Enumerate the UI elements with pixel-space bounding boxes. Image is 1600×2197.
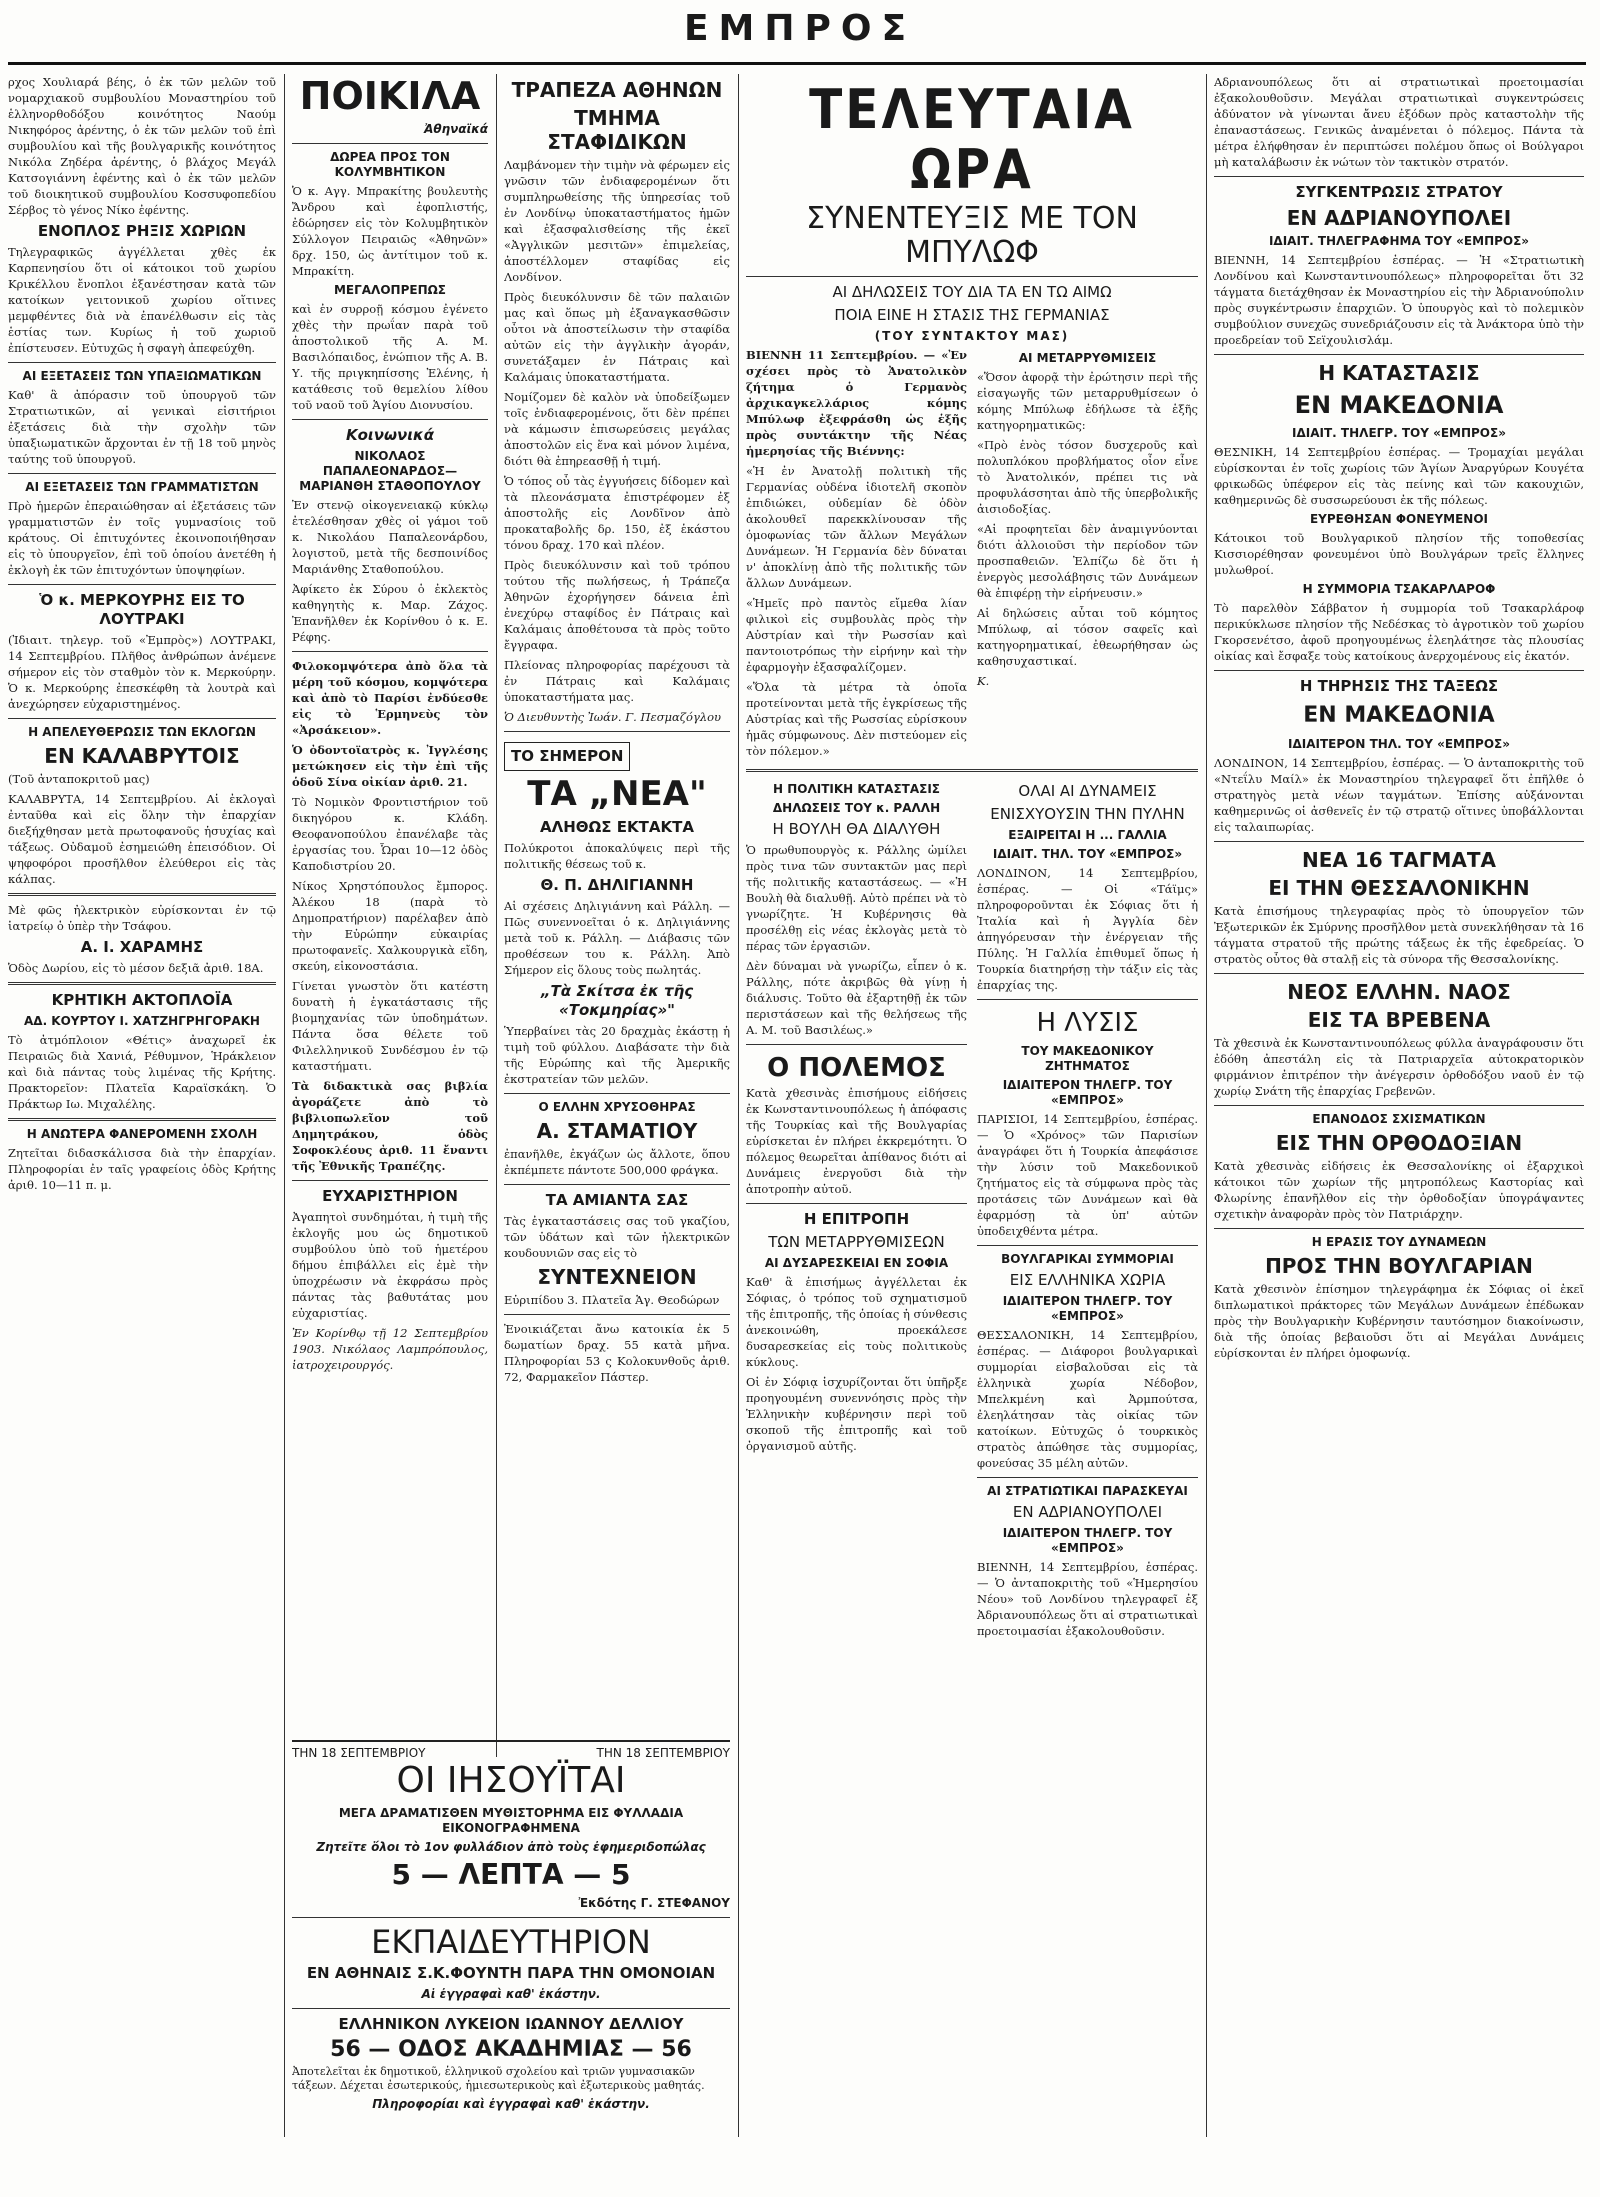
article-text: Ἐν στενῷ οἰκογενειακῷ κύκλῳ ἐτελέσθησαν χθὲς οἱ γάμοι τοῦ κ. Νικολάου Παπαλεονάρδου, λογιστοῦ, μετὰ τῆς δεσποινίδος Μαριάνθης Σταθοπούλου. bbox=[292, 498, 488, 576]
divider bbox=[292, 143, 488, 144]
column-3 bbox=[504, 74, 730, 1724]
article-text: ΘΕΣΝΙΚΗ, 14 Σεπτεμβρίου ἑσπέρας. — Τρομαχίαι μεγάλαι εὑρίσκονται ἐν τοῖς χωρίοις τῶν Ἁγίων Ἀναργύρων Κουγέτα φρικωδῶς ὑπέφερον εἰς τὰς πείνης καὶ τῶν κακουχιῶν, καθημερινῶς δὲ συσσωρεύουσι ἐκ τῆς πόλεως. bbox=[1214, 445, 1584, 507]
article-subheading: Η ΒΟΥΛΗ ΘΑ ΔΙΑΛΥΘΗ bbox=[772, 820, 941, 838]
article-text: Ὁ ὀδοντοϊατρὸς κ. Ἰγγλέσης μετώκησεν εἰς τὴν ἐπὶ τῆς ὁδοῦ Σίνα οἰκίαν ἀριθ. 21. bbox=[292, 743, 488, 789]
article-text: Ὁ κ. Αγγ. Μπρακίτης βουλευτὴς Ἄνδρου καὶ ἐφοπλιστής, ἐδώρησεν εἰς τὸν Κολυμβητικὸν Σύλλογον Πειραιῶς «Ἀθηνῶν» δρχ. 150, ὡς ἀντίτιμον τοῦ κ. Μπρακίτη. bbox=[292, 184, 488, 278]
article-subheading: ΕΙ ΤΗΝ ΘΕΣΣΑΛΟΝΙΚΗΝ bbox=[1268, 876, 1530, 900]
article-subheading: ΕΝΙΣΧΥΟΥΣΙΝ ΤΗΝ ΠΥΛΗΝ bbox=[990, 805, 1185, 823]
article-text: Κατὰ χθεσινὸν ἐπίσημον τηλεγράφημα ἐκ Σόφιας οἱ ἐκεῖ διπλωματικοὶ πράκτορες τῶν Μεγάλων Δυνάμεων ἐπέδωκαν πρὸς τὴν Βουλγαρικὴν Κυβέρνησιν ταυτόσημον διακοίνωσιν, διὰ τῆς ὁποίας βεβαιοῦσι ὅτι αἱ Μεγάλαι Δυνάμεις εὑρίσκονται ἐν πλήρει ὁμοφωνίᾳ. bbox=[1214, 1282, 1584, 1360]
divider bbox=[292, 419, 488, 420]
article-text: «Ἡμεῖς πρὸ παντὸς εἴμεθα λίαν φιλικοὶ εἰς συμβουλὰς πρὸς τὴν Αὐστρίαν καὶ τὴν Ρωσσίαν καὶ παντοιοτρόπως τὴν εἰρήνην καὶ τὴν ἐφαρμογὴν ἐξασφαλίζομεν. bbox=[746, 596, 967, 674]
article-text: «Ἡ ἐν Ἀνατολῇ πολιτικὴ τῆς Γερμανίας οὐδένα ἰδιοτελῆ σκοπὸν ἐπιδιώκει, οὐδεμίαν δὲ ὁδὸν ἀκολουθεῖ παρεκκλίνουσαν τῆς ὁμοφωνίας τῶν ἄλλων Μεγάλων Δυνάμεων. Ἡ Γερμανία δὲν δύναται ν' ἀποκλίνῃ ἀπὸ τῆς πολιτικῆς τῶν ἄλλων Δυνάμεων. bbox=[746, 464, 967, 590]
divider bbox=[8, 718, 276, 719]
ad-address: 56 — ΟΔΟΣ ΑΚΑΔΗΜΙΑΣ — 56 bbox=[330, 2037, 692, 2062]
article-text: Καθ' ἃ ἐπισήμως ἀγγέλλεται ἐκ Σόφιας, ὁ τρόπος τοῦ σχηματισμοῦ τῆς ἐπιτροπῆς, τῆς ὁποίας ἡ σύνθεσις ἀνεκοινώθη, προεκάλεσε δυσαρεσκείας εἰς τοὺς πολιτικοὺς κύκλους. bbox=[746, 1275, 968, 1369]
ad-heading: ΤΑ ΑΜΙΑΝΤΑ ΣΑΣ bbox=[545, 1191, 689, 1209]
divider bbox=[8, 1118, 276, 1121]
ad-text: Μὲ φῶς ἠλεκτρικὸν εὐρίσκονται ἐν τῷ ἰατρείῳ ὁ ὑπὲρ τὴν Τσάφου. bbox=[8, 903, 276, 933]
article-subheading: ΕΝ ΑΔΡΙΑΝΟΥΠΟΛΕΙ bbox=[1012, 1503, 1163, 1521]
article-byline: (ΤΟΥ ΣΥΝΤΑΚΤΟΥ ΜΑΣ) bbox=[874, 329, 1070, 343]
ad-text: Ζητεῖται διδασκάλισσα διὰ τὴν ἐπαρχίαν. Πληροφορίαι ἐν ταῖς γραφείοις ὁδὸς Κρήτης ἀριθ. 10—11 π. μ. bbox=[8, 1146, 276, 1192]
ad-text: Αἱ ἐγγραφαὶ καθ' ἑκάστην. bbox=[421, 1987, 601, 2001]
article-text: (Ἰδιαιτ. τηλεγρ. τοῦ «Ἐμπρὸς») ΛΟΥΤΡΑΚΙ, 14 Σεπτεμβρίου. Πλῆθος ἀνθρώπων ἀνέμενε σήμερον εἰς τὸν σταθμὸν τὸν κ. Μερκούρην. Ὁ κ. Μερκούρης ἐπεσκέφθη τὰ λουτρὰ καὶ ἀνεχώρησεν εὐχαριστημένος. bbox=[8, 633, 276, 711]
column-divider bbox=[1206, 74, 1207, 2137]
article-text: ΛΟΝΔΙΝΟΝ, 14 Σεπτεμβρίου, ἑσπέρας. — Ὁ ἀνταποκριτὴς τοῦ «Ντεΐλυ Μαίλ» ἐκ Μοναστηρίου τηλεγραφεῖ ὅτι ἐπῆλθε ὁ στρατηγὸς μετὰ νέων ταγμάτων. Ἐπίσης αὐξάνονται καθημερινῶς οἱ ἀσθενεῖς ἐν τῷ στρατῷ οἵτινες ὑποβάλλονται εἰς ταλαιπωρίας. bbox=[1214, 756, 1584, 834]
article-subheading: ΕΞΑΙΡΕΙΤΑΙ Η ... ΓΑΛΛΙΑ bbox=[1008, 828, 1167, 842]
article-text: Αἱ δηλώσεις αὗται τοῦ κόμητος Μπύλωφ, αἱ τόσον σαφεῖς καὶ κατηγορηματικαί, ἐθεωρήθησαν ὡς καθησυχαστικαί. bbox=[977, 606, 1198, 668]
article-subheading: ΙΔΙΑΙΤΕΡΟΝ ΤΗΛΕΓΡ. ΤΟΥ «ΕΜΠΡΟΣ» bbox=[1002, 1526, 1173, 1555]
divider bbox=[746, 1203, 967, 1204]
ad-text: Ζητεῖτε ὅλοι τὸ 1ον φυλλάδιον ἀπὸ τοὺς ἐφημεριδοπώλας bbox=[316, 1840, 706, 1854]
ad-text: Πολύκροτοι ἀποκαλύψεις περὶ τῆς πολιτικῆς θέσεως τοῦ κ. bbox=[504, 841, 730, 871]
column-5 bbox=[1214, 74, 1584, 2134]
section-subheading: ΤΜΗΜΑ ΣΤΑΦΙΔΙΚΩΝ bbox=[547, 106, 687, 154]
article-text: Ὁ πρωθυπουργὸς κ. Ράλλης ὡμίλει πρὸς τινα τῶν συντακτῶν μας περὶ τῆς πολιτικῆς καταστάσεως. — «Ἡ Βουλὴ θὰ διαλυθῇ. Αὐτὸ πρέπει νὰ τὸ γνωρίζητε. Ἡ Κυβέρνησις θὰ προσέλθῃ εἰς νέας ἐκλογὰς μετὰ τὸ πέρας τῶν ἐργασιῶν. bbox=[746, 843, 967, 953]
article-heading: ΕΝΟΠΛΟΣ ΡΗΞΙΣ ΧΩΡΙΩΝ bbox=[37, 222, 247, 240]
article-text: Τὸ Νομικὸν Φροντιστήριον τοῦ δικηγόρου κ. Κλάδη. Θεοφανοπούλου ἐπανέλαβε τὰς ἐργασίας του. Ὧραι 10—12 ὁδὸς Καποδιστρίου 20. bbox=[292, 795, 488, 873]
divider bbox=[1214, 354, 1584, 355]
ad-heading: Θ. Π. ΔΗΛΙΓΙΑΝΝΗ bbox=[540, 876, 694, 894]
divider bbox=[292, 651, 488, 652]
article-subheading: ΔΗΛΩΣΕΙΣ ΤΟΥ κ. ΡΑΛΛΗ bbox=[772, 801, 941, 815]
article-heading: ΝΕΟΣ ΕΛΛΗΝ. ΝΑΟΣ bbox=[1287, 980, 1511, 1004]
divider bbox=[8, 362, 276, 363]
divider bbox=[1214, 1105, 1584, 1106]
ad-subtitle: ΕΝ ΑΘΗΝΑΙΣ Σ.Κ.ΦΟΥΝΤΗ ΠΑΡΑ ΤΗΝ ΟΜΟΝΟΙΑΝ bbox=[306, 1964, 716, 1982]
article-subheading: ΕΙΣ ΤΑ ΒΡΕΒΕΝΑ bbox=[1307, 1008, 1491, 1032]
article-heading: ΒΟΥΛΓΑΡΙΚΑΙ ΣΥΜΜΟΡΙΑΙ bbox=[1001, 1252, 1174, 1266]
divider bbox=[1214, 1228, 1584, 1229]
article-heading: ΕΠΑΝΟΔΟΣ ΣΧΙΣΜΑΤΙΚΩΝ bbox=[1312, 1112, 1486, 1126]
article-subheading: ΙΔΙΑΙΤ. ΤΗΛ. ΤΟΥ «ΕΜΠΡΟΣ» bbox=[992, 847, 1183, 861]
column-2 bbox=[292, 74, 488, 1724]
article-text: Φιλοκομψότερα ἀπὸ ὅλα τὰ μέρη τοῦ κόσμου, κομψότερα καὶ ἀπὸ τὸ Παρίσι ἐνδύεσθε εἰς τὸ Ἑρμηνεὺς τὸν «Ἀρσάκειον». bbox=[292, 659, 488, 737]
newspaper-title: ΕΜΠΡΟΣ bbox=[683, 8, 917, 49]
ad-heading: Ο ΕΛΛΗΝ ΧΡΥΣΟΘΗΡΑΣ bbox=[538, 1100, 696, 1114]
article-signature: Ἐν Κορίνθῳ τῇ 12 Σεπτεμβρίου 1903. Νικόλαος Λαμπρόπουλος, ἰατροχειρουργός. bbox=[292, 1326, 488, 1372]
article-text: ρχος Χουλιαρά βέης, ὁ ἐκ τῶν μελῶν τοῦ νομαρχιακοῦ συμβουλίου Μοναστηρίου τοῦ ἑλληνορθοδόξου κοινότητος Ναούμ Νικηφόρος ἀρέντης, ὁ ἐκ τῶν μελῶν τοῦ ἐπὶ συμβουλίου καὶ τῆς βουλγαρικῆς κοινότητος Νικόλα Ζηδέρα ἀρέντης, ὁ βλάχος Μεγάλ Κατσογιάννη ἐφέντης καὶ ὁ ἐκ τῶν μελῶν τοῦ διοικητικοῦ συμβουλίου Κοσσυφοπεδίου Σέρβος τὸ γένος Νίκο ἐφέντης. bbox=[8, 75, 276, 217]
article-subheading: ΙΔΙΑΙΤΕΡΟΝ ΤΗΛ. ΤΟΥ «ΕΜΠΡΟΣ» bbox=[1288, 737, 1510, 751]
ad-text: Ὁδὸς Δωρίου, εἰς τὸ μέσον δεξιᾶ ἀριθ. 18Α. bbox=[8, 961, 264, 975]
article-heading: ΑΙ ΕΞΕΤΑΣΕΙΣ ΤΩΝ ΓΡΑΜΜΑΤΙΣΤΩΝ bbox=[25, 480, 259, 494]
section-heading: ΤΡΑΠΕΖΑ ΑΘΗΝΩΝ bbox=[511, 78, 723, 102]
divider bbox=[292, 2008, 730, 2009]
article-subheading: ΕΙΣ ΤΗΝ ΟΡΘΟΔΟΞΙΑΝ bbox=[1275, 1131, 1523, 1155]
headline-deck: ΑΙ ΔΗΛΩΣΕΙΣ ΤΟΥ ΔΙΑ ΤΑ ΕΝ ΤΩ ΑΙΜΩ bbox=[832, 283, 1112, 301]
article-text: Αδριανουπόλεως ὅτι αἱ στρατιωτικαὶ προετοιμασίαι ἐξακολουθοῦσιν. Μεγάλαι στρατιωτικαὶ συγκεντρώσεις ἀδύνατον νὰ γίνωνται ἄνευ ἐξόδων πρὸς καταστολὴν τῆς ἐπαναστάσεως. Γενικῶς ἀναμένεται ὁ πόλεμος. Πάντα τὰ μέτρα ἐλήφθησαν ἐν περιπτώσει πολέμου ὅπως οἱ Βούλγαροι μὴ καταλάβωσιν ἐκ νώτων τὸν τακτικὸν στρατόν. bbox=[1214, 75, 1584, 169]
article-heading: Κοινωνικά bbox=[345, 426, 435, 444]
divider bbox=[1214, 176, 1584, 177]
article-text: ΠΑΡΙΣΙΟΙ, 14 Σεπτεμβρίου, ἑσπέρας. — Ὁ «Χρόνος» τῶν Παρισίων ἀναγράφει ὅτι ἡ Τουρκία ἀπεφάσισε τὴν λύσιν τοῦ Μακεδονικοῦ ζητήματος εἰς τὰ σύμφωνα πρὸς τὰς προτάσεις τῶν Δυνάμεων καὶ θὰ ἐφαρμόσῃ τὰ ὑπ' αὐτῶν ὑποδειχθέντα μέτρα. bbox=[977, 1112, 1198, 1238]
article-text: Τὸ παρελθὸν Σάββατον ἡ συμμορία τοῦ Τσακαρλάροφ περικύκλωσε πλησίον τῆς Νεδέσκας τὸ ἀγροτικὸν τοῦ χωρίου Γκορσενέτσο, ἀφοῦ προηγουμένως ἐλεηλάτησε τὰς πλουσίας οἰκίας καὶ ἔσφαξε τοὺς κατοίκους ἀνερχομένους εἰς ἑκατόν. bbox=[1214, 601, 1584, 663]
article-subheading: ΙΔΙΑΙΤΕΡΟΝ ΤΗΛΕΓΡ. ΤΟΥ «ΕΜΠΡΟΣ» bbox=[1002, 1294, 1173, 1323]
article-heading: Η ΛΥΣΙΣ bbox=[1036, 1008, 1139, 1038]
ad-title: ΕΛΛΗΝΙΚΟΝ ΛΥΚΕΙΟΝ ΙΩΑΝΝΟΥ ΔΕΛΛΙΟΥ bbox=[338, 2015, 684, 2033]
article-text: «Ὅσον ἀφορᾷ τὴν ἐρώτησιν περὶ τῆς εἰσαγωγῆς τῶν μεταρρυθμίσεων ὁ κόμης Μπύλωφ ἐδήλωσε τὰ ἑξῆς κατηγορηματικῶς: bbox=[977, 370, 1198, 432]
ad-date: ΤΗΝ 18 ΣΕΠΤΕΜΒΡΙΟΥ bbox=[596, 1746, 730, 1760]
article-text: Κατὰ χθεσινὰς ἐπισήμους εἰδήσεις ἐκ Κωνσταντινουπόλεως ἡ ἀπόφασις τῆς Τουρκίας καὶ τῆς Βουλγαρίας εὑρίσκεται ἐν πλήρει ἐκκρεμότητι. Ὁ πόλεμος θεωρεῖται ἀπίθανος διότι αἱ Δυνάμεις ἐνεργοῦσι διὰ τὴν ἀποτροπὴν αὐτοῦ. bbox=[746, 1086, 967, 1196]
article-text: ΚΑΛΑΒΡΥΤΑ, 14 Σεπτεμβρίου. Αἱ ἐκλογαὶ ἐνταῦθα καὶ εἰς ὅλην τὴν ἐπαρχίαν διεξήχθησαν μετὰ πρωτοφανοῦς ἡσυχίας καὶ τάξεως. Οὐδαμοῦ ἐσημειώθη ἐπεισόδιον. Οἱ ψηφοφόροι προσῆλθον ἐλεύθεροι εἰς τὰς κάλπας. bbox=[8, 792, 276, 886]
divider bbox=[504, 1314, 730, 1315]
article-text: Γίνεται γνωστὸν ὅτι κατέστη δυνατὴ ἡ ἐγκατάστασις τῆς βιομηχανίας τῶν ὑποδημάτων. Πάντα ὅσα θέλετε τοῦ Φιλελληνικοῦ Συνδέσμου ἐν τῷ καταστήματι. bbox=[292, 979, 488, 1073]
article-text: Οἱ ἐν Σόφιᾳ ἰσχυρίζονται ὅτι ὑπῆρξε προηγουμένη συνεννόησις πρὸς τὴν Ἑλληνικὴν κυβέρνησιν περὶ τοῦ σκοποῦ τῆς ἐπιτροπῆς καὶ τοῦ ὀργανισμοῦ αὐτῆς. bbox=[746, 1375, 967, 1453]
article-subheading: ΑΙ ΔΥΣΑΡΕΣΚΕΙΑΙ ΕΝ ΣΟΦΙΑ bbox=[764, 1256, 949, 1270]
article-heading: Η ΣΥΜΜΟΡΙΑ ΤΣΑΚΑΡΛΑΡΟΦ bbox=[1302, 582, 1496, 596]
section-subheading: Ἀθηναϊκά bbox=[424, 122, 488, 136]
article-text: Κάτοικοι τοῦ Βουλγαρικοῦ πλησίον τῆς τοποθεσίας Κισσιορέθησαν φονευμένοι ὑπὸ Βουλγάρων τρεῖς ἕλληνες μυλωθροί. bbox=[1214, 531, 1584, 577]
ad-publisher: Ἐκδότης Γ. ΣΤΕΦΑΝΟΥ bbox=[578, 1896, 730, 1910]
article-heading: ΑΙ ΜΕΤΑΡΡΥΘΜΙΣΕΙΣ bbox=[1018, 351, 1157, 365]
article-text: Τὰ χθεσινὰ ἐκ Κωνσταντινουπόλεως φύλλα ἀναγράφουσιν ὅτι ἐδόθη ἀπεστάλη εἰς τὰ Πατριαρχεῖα αὐτοκρατορικὸν φιρμάνιον ἐπιτρέπον τὴν ἀνέγερσιν ὀρθοδόξου ναοῦ ἐν τῷ χωρίῳ Σνάτη τῆς ἐπαρχίας Γρεβενῶν. bbox=[1214, 1036, 1584, 1098]
ad-text: Εὐριπίδου 3. Πλατεῖα Ἁγ. Θεοδώρων bbox=[504, 1293, 720, 1307]
article-subheading: ΕΙΣ ΕΛΛΗΝΙΚΑ ΧΩΡΙΑ bbox=[1009, 1271, 1166, 1289]
article-heading: Ο ΠΟΛΕΜΟΣ bbox=[767, 1053, 946, 1083]
divider bbox=[292, 1917, 730, 1918]
article-text: Λαμβάνομεν τὴν τιμὴν νὰ φέρωμεν εἰς γνῶσιν τῶν ἐνδιαφερομένων ὅτι συμπληρωθείσης τῆς ὑπηρεσίας τοῦ ἐν Λονδίνῳ ὑποκαταστήματος ἡμῶν καὶ ἐξασφαλισθείσης τῆς ἐκεῖ «Ἀγγλικῶν μεσιτῶν» ἐπιμελείας, ἀποστέλλομεν σταφίδας εἰς Λονδίνον. bbox=[504, 158, 730, 284]
column-divider bbox=[496, 74, 497, 1757]
divider bbox=[1214, 670, 1584, 671]
ad-price: 5 — ΛΕΠΤΑ — 5 bbox=[391, 1858, 631, 1891]
article-heading: Ὁ κ. ΜΕΡΚΟΥΡΗΣ ΕΙΣ ΤΟ ΛΟΥΤΡΑΚΙ bbox=[39, 591, 245, 628]
article-subheading: ΕΝ ΑΔΡΙΑΝΟΥΠΟΛΕΙ bbox=[1286, 206, 1512, 230]
article-subheading: ΙΔΙΑΙΤΕΡΟΝ ΤΗΛΕΓΡ. ΤΟΥ «ΕΜΠΡΟΣ» bbox=[1002, 1078, 1173, 1107]
headline-deck: ΠΟΙΑ ΕΙΝΕ Η ΣΤΑΣΙΣ ΤΗΣ ΓΕΡΜΑΝΙΑΣ bbox=[834, 306, 1110, 324]
divider bbox=[746, 276, 1198, 277]
article-text: «Αἱ προφητεῖαι δὲν ἀναμιγνύονται διότι ἀλλοιοῦσι τὴν περίοδον τῶν προσπαθειῶν. Ἐλπίζω δὲ ὅτι ἡ ἐνεργὸς μεσολάβησις τῶν Δυνάμεων θὰ ἐπιφέρῃ τὴν εἰρήνευσιν.» bbox=[977, 522, 1198, 600]
divider bbox=[977, 999, 1198, 1000]
headline: ΤΕΛΕΥΤΑΙΑ ΩΡΑ bbox=[809, 78, 1135, 201]
ad-title: ΟΙ ΙΗΣΟΥΪΤΑΙ bbox=[396, 1760, 626, 1801]
article-text: ΛΟΝΔΙΝΟΝ, 14 Σεπτεμβρίου, ἑσπέρας. — Οἱ «Τάϊμς» πληροφοροῦνται ἐκ Σόφιας ὅτι ἡ Ἰταλία καὶ ἡ Ἀγγλία δὲν ἀπηγόρευσαν τὴν ἐνέργειαν τῆς Πύλης. Ἡ Γαλλία ἐπιθυμεῖ ὅπως ἡ Τουρκία διατηρήσῃ τὴν τάξιν εἰς τὰς ἐπαρχίας της. bbox=[977, 866, 1198, 992]
article-text: Δὲν δύναμαι νὰ γνωρίζω, εἶπεν ὁ κ. Ράλλης, πότε ἀκριβῶς θὰ γίνῃ ἡ διάλυσις. Τοῦτο θὰ ἐξαρτηθῇ ἐκ τῶν περιστάσεων καὶ τῆς θελήσεως τῆς Α. Μ. τοῦ Βασιλέως.» bbox=[746, 959, 967, 1037]
article-heading: Η ΑΠΕΛΕΥΘΕΡΩΣΙΣ ΤΩΝ ΕΚΛΟΓΩΝ bbox=[28, 725, 256, 739]
article-heading: ΑΙ ΣΤΡΑΤΙΩΤΙΚΑΙ ΠΑΡΑΣΚΕΥΑΙ bbox=[987, 1484, 1188, 1498]
article-text: ΒΙΕΝΝΗ 11 Σεπτεμβρίου. — «Ἐν σχέσει πρὸς τὸ Ἀνατολικὸν ζήτημα ὁ Γερμανὸς ἀρχικαγκελλάριος κόμης Μπύλωφ ἐξεφράσθη ὡς ἑξῆς πρὸς συντάκτην τῆς Νέας ἡμερησίας τῆς Βιέννης: bbox=[746, 348, 967, 458]
ad-title: ΕΚΠΑΙΔΕΥΤΗΡΙΟΝ bbox=[371, 1923, 651, 1961]
divider bbox=[292, 1180, 488, 1181]
section-heading: ΠΟΙΚΙΛΑ bbox=[299, 74, 481, 118]
article-text: Πρὸ ἡμερῶν ἐπεραιώθησαν αἱ ἐξετάσεις τῶν γραμματιστῶν ἐν τοῖς γυμνασίοις τοῦ κράτους. Οἱ ἐπιτυχόντες ἐκοινοποιήθησαν εἰς τὸ ὑπουργεῖον, ἐπὶ τοῦ ὁποίου ἀνετέθη ἡ ἐκλογὴ ἐκ τῶν ἐπιτυχόντων ὑποψηφίων. bbox=[8, 499, 276, 577]
column-4 bbox=[746, 74, 1198, 2134]
divider bbox=[504, 1184, 730, 1185]
article-text: Νίκος Χρηστόπουλος ἔμπορος. Ἀλέκου 18 (παρὰ τὸ Δημοπρατήριον) παρέλαβεν ἀπὸ τὴν Εὐρώπην εὐκαιρίας πρωτοφανεῖς. Χαλκουργικὰ εἴδη, σκεύη, εἰκονοστάσια. bbox=[292, 879, 488, 973]
section-heading: ΤΟ ΣΗΜΕΡΟΝ bbox=[504, 742, 630, 771]
divider bbox=[977, 1245, 1198, 1246]
ad-subheading: ΑΔ. ΚΟΥΡΤΟΥ Ι. ΧΑΤΖΗΓΡΗΓΟΡΑΚΗ bbox=[24, 1014, 260, 1028]
article-text: ΒΙΕΝΝΗ, 14 Σεπτεμβρίου ἑσπέρας. — Ἡ «Στρατιωτικὴ Λονδίνου καὶ Κωνσταντινουπόλεως» πληροφορεῖται ὅτι 32 τάγματα διετάχθησαν ἐκ Μοναστηρίου εἰς τὴν Ἀδριανούπολιν πρὸς συγκέντρωσιν ἐπαρχιῶν. Ὁ ὑπουργὸς καὶ τὸ πολεμικὸν συμβούλιον συνεχῶς συνεδριάζουσιν εἰς τὰ Ἀνάκτορα ὑπὸ τὴν προεδρείαν τοῦ Σεϊχουλισλάμ. bbox=[1214, 253, 1584, 347]
ad-heading: ΤΑ „ΝΕΑ" bbox=[527, 774, 707, 814]
column-divider bbox=[738, 74, 739, 2137]
bottom-ads-block bbox=[292, 1740, 730, 2142]
divider bbox=[8, 982, 276, 985]
article-subheading: ΕΝ ΜΑΚΕΔΟΝΙΑ bbox=[1303, 703, 1495, 728]
article-text: Καθ' ἃ ἀπόρασιν τοῦ ὑπουργοῦ τῶν Στρατιωτικῶν, αἱ γενικαὶ εἰσιτήριοι ἐξετάσεις διὰ τὴν σχολὴν τῶν ὑπαξιωματικῶν ἄρχονται ἐν τῇ 18 τοῦ μηνὸς ταύτης τοῦ ὑπουργοῦ. bbox=[8, 388, 276, 466]
article-subheading: ΕΝ ΚΑΛΑΒΡΥΤΟΙΣ bbox=[44, 744, 240, 768]
ad-date: ΤΗΝ 18 ΣΕΠΤΕΜΒΡΙΟΥ bbox=[292, 1746, 426, 1760]
article-heading: Η ΚΑΤΑΣΤΑΣΙΣ bbox=[1318, 361, 1480, 385]
ad-text: Ἀποτελεῖται ἐκ δημοτικοῦ, ἑλληνικοῦ σχολείου καὶ τριῶν γυμνασιακῶν τάξεων. Δέχεται ἐσωτερικούς, ἡμιεσωτερικοὺς καὶ ἐξωτερικοὺς μαθητάς. bbox=[292, 2065, 705, 2092]
article-text: Τὰ διδακτικὰ σας βιβλία ἀγοράζετε ἀπὸ τὸ βιβλιοπωλεῖον τοῦ Δημητράκου, ὁδὸς Σοφοκλέους ἀριθ. 11 ἔναντι τῆς Ἐθνικῆς Τραπέζης. bbox=[292, 1079, 488, 1173]
article-heading: Η ΕΠΙΤΡΟΠΗ bbox=[803, 1210, 910, 1228]
article-text: Νομίζομεν δὲ καλὸν νὰ ὑποδείξωμεν τοῖς ἐνδιαφερομένοις, ὅτι δὲν πρέπει νὰ κάμωσιν ἐπισωρεύσεις μεγάλας ἀποστολῶν εἰς ἕνα καὶ μόνον λιμένα, διότι θὰ ἐπηρεασθῇ ἡ τιμή. bbox=[504, 390, 730, 468]
divider bbox=[746, 769, 1198, 772]
article-heading: ΜΕΓΑΛΟΠΡΕΠΩΣ bbox=[333, 283, 447, 297]
divider bbox=[1214, 973, 1584, 974]
article-heading: ΟΛΑΙ ΑΙ ΔΥΝΑΜΕΙΣ bbox=[1018, 782, 1157, 800]
article-heading: ΑΙ ΕΞΕΤΑΣΕΙΣ ΤΩΝ ΥΠΑΞΙΩΜΑΤΙΚΩΝ bbox=[22, 369, 262, 383]
article-text: Πλείονας πληροφορίας παρέχουσι τὰ ἐν Πάτραις καὶ Καλάμαις ὑποκαταστήματα μας. bbox=[504, 658, 730, 704]
article-text: «Πρὸ ἐνὸς τόσον δυσχεροῦς καὶ πολυπλόκου προβλήματος οἷον εἶνε τὸ Ἀνατολικόν, πρέπει τις νὰ προφυλάσσηται ἀπὸ τῆς ὑπερβολικῆς ἀισιοδοξίας. bbox=[977, 438, 1198, 516]
article-subheading: ΕΝ ΜΑΚΕΔΟΝΙΑ bbox=[1294, 391, 1504, 419]
article-text: Τηλεγραφικῶς ἀγγέλλεται χθὲς ἐκ Καρπενησίου ὅτι οἱ κάτοικοι τοῦ χωρίου Κρικέλλου ἔνοπλοι ἐξανέστησαν κατὰ τῶν κατοίκων γειτονικοῦ χωρίου οἵτινες μεμφθέντες διὰ νὰ ἐπανέλθωσιν εἰς τὰς ἑστίας των. Κυρίως ἡ τοῦ χωριοῦ ἐπίστευσεν. Εὐτυχῶς ἡ σφαγὴ ἀπεφεύχθη. bbox=[8, 245, 276, 355]
divider bbox=[504, 731, 730, 732]
ad-text: Ὑπερβαίνει τὰς 20 δραχμὰς ἐκάστῃ ἡ τιμὴ τοῦ φύλλου. Διαβάσατε τὴν διὰ τῆς Εὐρώπης καὶ τῆς Ἀμερικῆς ἐκστρατείαν τῶν μελῶν. bbox=[504, 1024, 730, 1086]
ad-subtitle: ΜΕΓΑ ΔΡΑΜΑΤΙΣΘΕΝ ΜΥΘΙΣΤΟΡΗΜΑ ΕΙΣ ΦΥΛΛΑΔΙΑ ΕΙΚΟΝΟΓΡΑΦΗΜΕΝΑ bbox=[338, 1806, 684, 1835]
article-heading: Η ΠΟΛΙΤΙΚΗ ΚΑΤΑΣΤΑΣΙΣ bbox=[773, 782, 940, 796]
divider bbox=[8, 893, 276, 896]
ad-text: Πληροφορίαι καὶ ἐγγραφαὶ καθ' ἑκάστην. bbox=[372, 2097, 650, 2111]
column-divider bbox=[284, 74, 285, 2137]
divider bbox=[8, 584, 276, 585]
article-heading: ΕΥΡΕΘΗΣΑΝ ΦΟΝΕΥΜΕΝΟΙ bbox=[1309, 512, 1488, 526]
headline-sub: ΣΥΝΕΝΤΕΥΞΙΣ ΜΕ ΤΟΝ ΜΠΥΛΩΦ bbox=[806, 201, 1138, 270]
article-heading: ΕΥΧΑΡΙΣΤΗΡΙΟΝ bbox=[322, 1187, 458, 1205]
ad-text: Ἐνοικιάζεται ἄνω κατοικία ἐκ 5 δωματίων δραχ. 55 κατὰ μῆνα. Πληροφορίαι 53 ς Κολοκυνθοῦς ἀριθ. 72, Φαρμακεῖον Πάστερ. bbox=[504, 1322, 730, 1384]
divider bbox=[1214, 841, 1584, 842]
divider bbox=[977, 1477, 1198, 1478]
masthead-rule bbox=[8, 62, 1586, 65]
divider bbox=[504, 1093, 730, 1094]
article-heading: ΣΥΓΚΕΝΤΡΩΣΙΣ ΣΤΡΑΤΟΥ bbox=[1295, 183, 1503, 201]
article-text: Κατὰ χθεσινὰς εἰδήσεις ἐκ Θεσσαλονίκης οἱ ἐξαρχικοὶ κάτοικοι τῶν χωρίων τῆς μητροπόλεως Καστορίας καὶ Φλωρίνης ἐπανῆλθον εἰς τὴν ὀρθοδοξίαν ὑπογράψαντες σχετικὴν ἀναφορὰν πρὸς τὸν Πατριάρχην. bbox=[1214, 1159, 1584, 1221]
article-subheading: ΤΩΝ ΜΕΤΑΡΡΥΘΜΙΣΕΩΝ bbox=[768, 1233, 945, 1251]
article-subheading: ΝΙΚΟΛΑΟΣ ΠΑΠΑΛΕΟΝΑΡΔΟΣ—ΜΑΡΙΑΝΘΗ ΣΤΑΘΟΠΟΥΛΟΥ bbox=[299, 449, 481, 493]
article-heading: Η ΕΡΑΣΙΣ ΤΟΥ ΔΥΝΑΜΕΩΝ bbox=[1311, 1235, 1487, 1249]
ad-heading: ΚΡΗΤΙΚΗ ΑΚΤΟΠΛΟΪΑ bbox=[51, 991, 233, 1009]
article-text: ΘΕΣΣΑΛΟΝΙΚΗ, 14 Σεπτεμβρίου, ἑσπέρας. — Διάφοροι βουλγαρικαὶ συμμορίαι εἰσβαλοῦσαι εἰς τὰ ἑλληνικὰ χωρία Νέδοβον, Μπελκμένη καὶ Ἀρμπούτσα, ἐλεηλάτησαν τὰς οἰκίας τῶν κατοίκων. Εὐτυχῶς ὁ τουρκικὸς στρατὸς ἀπώθησε τὰς συμμορίας, φονεύσας 35 μέλη αὐτῶν. bbox=[977, 1328, 1198, 1470]
article-text: ΒΙΕΝΝΗ, 14 Σεπτεμβρίου, ἑσπέρας. — Ὁ ἀνταποκριτὴς τοῦ «Ἡμερησίου Νέου» τοῦ Λονδίνου τηλεγραφεῖ ἐξ Ἀδριανουπόλεως ὅτι αἱ στρατιωτικαὶ προετοιμασίαι ἐξακολουθοῦσιν. bbox=[977, 1560, 1198, 1638]
article-subheading: ΙΔΙΑΙΤ. ΤΗΛΕΓΡ. ΤΟΥ «ΕΜΠΡΟΣ» bbox=[1292, 426, 1506, 440]
column-1 bbox=[8, 74, 276, 2134]
article-subheading: ΤΟΥ ΜΑΚΕΔΟΝΙΚΟΥ ΖΗΤΗΜΑΤΟΣ bbox=[1021, 1044, 1154, 1073]
ad-heading: Α. Ι. ΧΑΡΑΜΗΣ bbox=[80, 938, 204, 956]
ad-text: ἐπανῆλθε, ἐκγάζων ὡς ἄλλοτε, ὅπου ἐκπέμπετε πάντοτε 500,000 φράγκα. bbox=[504, 1147, 730, 1177]
ad-text: Τὰς ἐγκαταστάσεις σας τοῦ γκαζίου, τῶν ὑδάτων καὶ τῶν ἠλεκτρικῶν κουδουνιῶν σας εἰς τὸ bbox=[504, 1214, 730, 1260]
article-text: καὶ ἐν συρροῇ κόσμου ἐγένετο χθὲς τὴν πρωΐαν παρὰ τοῦ ἀποστολικοῦ τῆς Α. Μ. Βασιλόπαιδος, ἐνώπιον τῆς Α. Β. Υ. τῆς πριγκηπίσσης Ἑλένης, ἡ κατάθεσις τοῦ θεμελίου λίθου τοῦ ναοῦ τοῦ Ἁγίου Διονυσίου. bbox=[292, 302, 488, 412]
article-heading: ΝΕΑ 16 ΤΑΓΜΑΤΑ bbox=[1301, 848, 1496, 872]
article-text: Ἀγαπητοὶ συνδημόται, ἡ τιμὴ τῆς ἐκλογῆς μου ὡς δημοτικοῦ συμβούλου ὑπὸ τοῦ ἡμετέρου δήμου ἐπιβάλλει εἰς ἐμὲ τὴν ὑποχρέωσιν νὰ ἐκφράσω πρὸς πάντας τὰς βαθυτάτας μου εὐχαριστίας. bbox=[292, 1210, 488, 1320]
article-signature: Κ. bbox=[977, 674, 990, 688]
ad-text: Αἱ σχέσεις Δηλιγιάννη καὶ Ράλλη. — Πῶς συνεννοεῖται ὁ κ. Δηλιγιάννης μετὰ τοῦ κ. Ράλλη. — Διάβασις τῶν προθέσεων του κ. Ράλλη. Ἀπὸ Σήμερον εἰς ὅλους τοὺς πωλητάς. bbox=[504, 899, 730, 977]
article-text: Πρὸς διευκόλυνσιν καὶ τοῦ τρόπου τούτου τῆς πωλήσεως, ἡ Τράπεζα Ἀθηνῶν ἐχορήγησεν δάνεια ἐπὶ ἐνεχύρῳ σταφίδος ἐν Πάτραις καὶ Καλάμαις ἀποθέτουσα τὰ πρὸς τοῦτο ἔγγραφα. bbox=[504, 558, 730, 652]
divider bbox=[746, 1044, 967, 1045]
article-text: Πρὸς διευκόλυνσιν δὲ τῶν παλαιῶν μας καὶ ὅπως μὴ ἐξαναγκασθῶσιν οὗτοι νὰ ἀποστείλωσιν τὴν σταφίδα αὐτῶν εἰς τὴν ἀγγλικὴν ἀγοράν, συνετάξαμεν ἐν Πάτραις καὶ Καλάμαις ὑποκαταστήματα. bbox=[504, 290, 730, 384]
article-text: Κατὰ ἐπισήμους τηλεγραφίας πρὸς τὸ ὑπουργεῖον τῶν Ἐξωτερικῶν ἐκ Σμύρνης προσῆλθον μετὰ συνεκλήθησαν τὰ 16 τάγματα στρατοῦ τῆς πρώτης τάξεως ἐκ τῆς ἐφεδρείας. Ὁ στρατὸς οὗτος θὰ σταλῇ εἰς τὰ σύνορα τῆς Θεσσαλονίκης. bbox=[1214, 904, 1584, 966]
article-subheading: ΙΔΙΑΙΤ. ΤΗΛΕΓΡΑΦΗΜΑ ΤΟΥ «ΕΜΠΡΟΣ» bbox=[1268, 234, 1530, 248]
article-heading: Η ΤΗΡΗΣΙΣ ΤΗΣ ΤΑΞΕΩΣ bbox=[1299, 677, 1499, 695]
article-subheading: ΠΡΟΣ ΤΗΝ ΒΟΥΛΓΑΡΙΑΝ bbox=[1265, 1254, 1533, 1278]
masthead bbox=[0, 0, 1600, 70]
ad-subheading: ΑΛΗΘΩΣ ΕΚΤΑΚΤΑ bbox=[540, 818, 694, 836]
divider bbox=[8, 473, 276, 474]
article-heading: ΔΩΡΕΑ ΠΡΟΣ ΤΟΝ ΚΟΛΥΜΒΗΤΙΚΟΝ bbox=[330, 150, 450, 179]
ad-text: Τὸ ἀτμόπλοιον «Θέτις» ἀναχωρεῖ ἐκ Πειραιῶς διὰ Χανιά, Ρέθυμνον, Ἡράκλειον καὶ διὰ πάντας τοὺς λιμένας τῆς Κρήτης. Πρακτορεῖον: Πλατεῖα Καραϊσκάκη. Ὁ Πράκτωρ Ιω. Μιχαλέλης. bbox=[8, 1033, 276, 1111]
ad-subheading: Α. ΣΤΑΜΑΤΙΟΥ bbox=[536, 1119, 698, 1143]
article-text: Ὁ τόπος οὗ τὰς ἐγγυήσεις δίδομεν καὶ τὰ πλεονάσματα ἐπιστρέφομεν ἐξ ἀποστολῆς εἰς Λονδῖνον ἀπὸ προκαταβολῆς δρ. 150, ἐξ ἑκάστου τόνου δραχ. 170 καὶ πλέον. bbox=[504, 474, 730, 552]
article-signature: Ὁ Διευθυντὴς Ἰωάν. Γ. Πεσμαζόγλου bbox=[504, 710, 722, 724]
ad-subheading: ΣΥΝΤΕΧΝΕΙΟΝ bbox=[537, 1265, 697, 1289]
ad-heading: Η ΑΝΩΤΕΡΑ ΦΑΝΕΡΟΜΕΝΗ ΣΧΟΛΗ bbox=[26, 1127, 258, 1141]
article-byline: (Τοῦ ἀνταποκριτοῦ μας) bbox=[8, 772, 150, 786]
article-text: Ἀφίκετο ἐκ Σύρου ὁ ἐκλεκτὸς καθηγητὴς κ. Μαρ. Ζάχος. Ἐπανῆλθεν ἐκ Κορίνθου ὁ κ. Ε. Ρέφης. bbox=[292, 582, 488, 644]
article-text: «Ὅλα τὰ μέτρα τὰ ὁποῖα προτείνονται μετὰ τῆς ἐγκρίσεως τῆς Αὐστρίας καὶ τῆς Ρωσσίας εὑρίσκουν ἡμᾶς σύμφωνους. Δὲν πιστεύομεν εἰς τὸν πόλεμον.» bbox=[746, 680, 967, 758]
ad-heading: „Τὰ Σκίτσα ἐκ τῆς «Τοκμηρίας»" bbox=[540, 982, 694, 1019]
